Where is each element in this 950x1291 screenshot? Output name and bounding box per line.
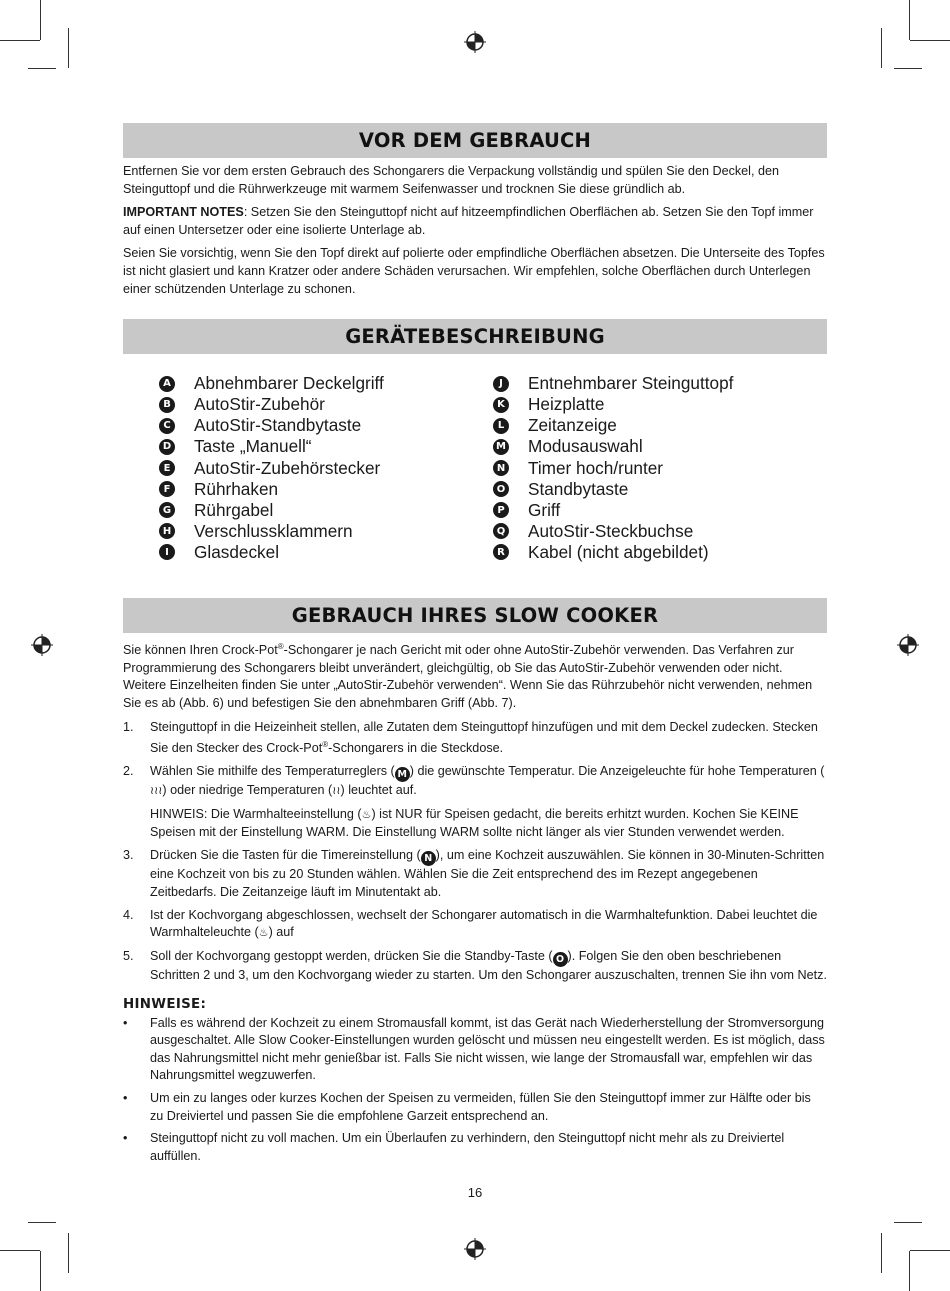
part-item: J Entnehmbarer Steinguttopf xyxy=(493,373,827,394)
letter-badge-icon: H xyxy=(159,523,175,539)
timer-icon: N xyxy=(421,851,436,866)
high-temperature-icon: ≀≀≀ xyxy=(150,785,163,798)
crop-mark-icon xyxy=(28,1222,56,1223)
registration-mark-icon xyxy=(464,1238,486,1260)
part-item: E AutoStir-Zubehörstecker xyxy=(159,458,493,479)
crop-mark-icon xyxy=(909,0,910,40)
list-item: 2. Wählen Sie mithilfe des Temperaturreglers ( M ) die gewünschte Temperatur. Die Anzeigeleuchte für hohe Temperaturen (≀≀≀) oder niedrige Temperaturen (≀≀) leuchtet auf. HINWEIS: Die Warmhalteeinstellung (♨) ist NUR für Speisen gedacht, die bereits erhitzt wurden. Kochen Sie KEINE Speisen mit der Einstellung WARM. Die Einstellung WARM sollte nicht länger als vier Stunden verwendet werden. xyxy=(123,763,827,842)
crop-mark-icon xyxy=(881,1233,882,1273)
letter-badge-icon: P xyxy=(493,502,509,518)
letter-badge-icon: D xyxy=(159,439,175,455)
letter-badge-icon: N xyxy=(493,460,509,476)
paragraph: Entfernen Sie vor dem ersten Gebrauch des Schongarers die Verpackung vollständig und spülen Sie den Deckel, den Steinguttopf und die Rührwerkzeuge mit warmem Seifenwasser und trocknen Sie diese gründlich ab. xyxy=(123,164,779,196)
letter-badge-icon: R xyxy=(493,544,509,560)
list-item: 5. Soll der Kochvorgang gestoppt werden, drücken Sie die Standby-Taste ( O ). Folgen Sie den oben beschriebenen Schritten 2 und 3, um den Kochvorgang wieder zu starten. Um den Schongarer auszuschalten, trennen Sie ihn vom Netz. xyxy=(123,948,827,982)
letter-badge-icon: K xyxy=(493,397,509,413)
part-item: G Rührgabel xyxy=(159,500,493,521)
part-item: L Zeitanzeige xyxy=(493,415,827,436)
part-item: F Rührhaken xyxy=(159,479,493,500)
crop-mark-icon xyxy=(68,1233,69,1273)
crop-mark-icon xyxy=(881,28,882,68)
paragraph: Sie können Ihren Crock-Pot®-Schongarer je nach Gericht mit oder ohne AutoStir-Zubehör verwenden. Das Verfahren zur Programmierung des Schongarers bleibt unverändert, gleichgültig, ob Sie das AutoStir-Zubehör verwenden oder nicht. Weitere Einzelheiten finden Sie unter „AutoStir-Zubehör verwenden“. Wenn Sie das Rührzubehör nicht verwenden, nehmen Sie es ab (Abb. 6) und befestigen Sie den abnehmbaren Griff (Abb. 7). xyxy=(123,642,813,710)
crop-mark-icon xyxy=(894,1222,922,1223)
part-item: D Taste „Manuell“ xyxy=(159,436,493,457)
standby-icon: O xyxy=(553,952,568,967)
letter-badge-icon: O xyxy=(493,481,509,497)
part-item: I Glasdeckel xyxy=(159,542,493,563)
crop-mark-icon xyxy=(910,1250,950,1251)
letter-badge-icon: M xyxy=(493,439,509,455)
registration-mark-icon xyxy=(31,634,53,656)
crop-mark-icon xyxy=(68,28,69,68)
letter-badge-icon: L xyxy=(493,418,509,434)
notes-heading: HINWEISE: xyxy=(123,996,207,1012)
page-content xyxy=(123,123,827,1170)
warm-icon: ♨ xyxy=(258,927,269,940)
paragraph: Seien Sie vorsichtig, wenn Sie den Topf direkt auf polierte oder empfindliche Oberflächen absetzen. Die Unterseite des Topfes ist nicht glasiert und kann Kratzer oder andere Schäden verursachen. Wir empfehlen, solche Oberflächen durch Unterlegen einer schützenden Unterlage zu schonen. xyxy=(123,246,825,296)
note: HINWEIS: Die Warmhalteeinstellung (♨) ist NUR für Speisen gedacht, die bereits erhitzt wurden. Kochen Sie KEINE Speisen mit der Einstellung WARM. Die Einstellung WARM sollte nicht länger als vier Stunden verwendet werden. xyxy=(150,806,799,840)
parts-column-left xyxy=(159,373,493,563)
section-heading-geraetebeschreibung: GERÄTEBESCHREIBUNG xyxy=(123,319,827,354)
list-item: 1. Steinguttopf in die Heizeinheit stellen, alle Zutaten dem Steinguttopf hinzufügen und mit dem Deckel zudecken. Stecken Sie den Stecker des Crock-Pot®-Schongarers in die Steckdose. xyxy=(123,719,818,756)
part-item: Q AutoStir-Steckbuchse xyxy=(493,521,827,542)
section-heading-vor-dem-gebrauch: VOR DEM GEBRAUCH xyxy=(123,123,827,158)
list-item: • Steinguttopf nicht zu voll machen. Um ein Überlaufen zu verhindern, den Steinguttopf nicht mehr als zu Dreiviertel auffüllen. xyxy=(123,1130,827,1165)
letter-badge-icon: I xyxy=(159,544,175,560)
part-item: A Abnehmbarer Deckelgriff xyxy=(159,373,493,394)
crop-mark-icon xyxy=(909,1251,910,1291)
part-item: O Standbytaste xyxy=(493,479,827,500)
list-item: • Falls es während der Kochzeit zu einem Stromausfall kommt, ist das Gerät nach Wiederherstellung der Stromversorgung ausgeschaltet. Alle Slow Cooker-Einstellungen wurden gelöscht und müssen neu eingestellt werden. Es ist möglich, dass das Nahrungsmittel nicht mehr genießbar ist. Falls Sie nicht wissen, wie lange der Stromausfall war, empfehlen wir das Nahrungsmittel wegzuwerfen. xyxy=(123,1015,827,1085)
crop-mark-icon xyxy=(910,40,950,41)
list-item: 3. Drücken Sie die Tasten für die Timereinstellung ( N ), um eine Kochzeit auszuwählen. Sie können in 30-Minuten-Schritten eine Kochzeit von bis zu 20 Stunden wählen. Wählen Sie die Zeit entsprechend des im Rezept angegebenen Zeitbedarfs. Die Zeitanzeige läuft im Minutentakt ab. xyxy=(123,848,825,899)
part-item: M Modusauswahl xyxy=(493,436,827,457)
paragraph: IMPORTANT NOTES: Setzen Sie den Steinguttopf nicht auf hitzeempfindlichen Oberflächen ab. Setzen Sie den Topf immer auf einen Untersetzer oder eine isolierte Unterlage ab. xyxy=(123,205,814,237)
crop-mark-icon xyxy=(0,40,40,41)
crop-mark-icon xyxy=(894,68,922,69)
registration-mark-icon xyxy=(464,31,486,53)
letter-badge-icon: G xyxy=(159,502,175,518)
part-item: K Heizplatte xyxy=(493,394,827,415)
important-notes-label: IMPORTANT NOTES xyxy=(123,205,244,220)
list-item: 4. Ist der Kochvorgang abgeschlossen, wechselt der Schongarer automatisch in die Warmhaltefunktion. Dabei leuchtet die Warmhalteleuchte (♨) auf xyxy=(123,907,827,943)
crop-mark-icon xyxy=(40,1251,41,1291)
part-item: N Timer hoch/runter xyxy=(493,458,827,479)
parts-column-right xyxy=(493,373,827,563)
part-item: H Verschlussklammern xyxy=(159,521,493,542)
part-item: R Kabel (nicht abgebildet) xyxy=(493,542,827,563)
list-item: • Um ein zu langes oder kurzes Kochen der Speisen zu vermeiden, füllen Sie den Steinguttopf immer zur Hälfte oder bis zu Dreiviertel und passen Sie die empfohlene Garzeit entsprechend an. xyxy=(123,1090,827,1125)
parts-list xyxy=(123,373,827,563)
part-item: B AutoStir-Zubehör xyxy=(159,394,493,415)
letter-badge-icon: F xyxy=(159,481,175,497)
crop-mark-icon xyxy=(40,0,41,40)
letter-badge-icon: J xyxy=(493,376,509,392)
bullet-icon: • xyxy=(123,1015,128,1030)
warm-icon: ♨ xyxy=(361,808,372,821)
page-number: 16 xyxy=(467,1185,483,1200)
registration-mark-icon xyxy=(897,634,919,656)
part-item: P Griff xyxy=(493,500,827,521)
letter-badge-icon: E xyxy=(159,460,175,476)
letter-badge-icon: A xyxy=(159,376,175,392)
letter-badge-icon: B xyxy=(159,397,175,413)
part-item: C AutoStir-Standbytaste xyxy=(159,415,493,436)
steps-list xyxy=(123,719,827,985)
letter-badge-icon: Q xyxy=(493,523,509,539)
letter-badge-icon: C xyxy=(159,418,175,434)
bullet-icon: • xyxy=(123,1090,128,1105)
section-heading-gebrauch: GEBRAUCH IHRES SLOW COOKER xyxy=(123,598,827,633)
mode-select-icon: M xyxy=(395,767,410,782)
bullet-icon: • xyxy=(123,1131,128,1146)
low-temperature-icon: ≀≀ xyxy=(332,785,341,798)
crop-mark-icon xyxy=(0,1250,40,1251)
crop-mark-icon xyxy=(28,68,56,69)
